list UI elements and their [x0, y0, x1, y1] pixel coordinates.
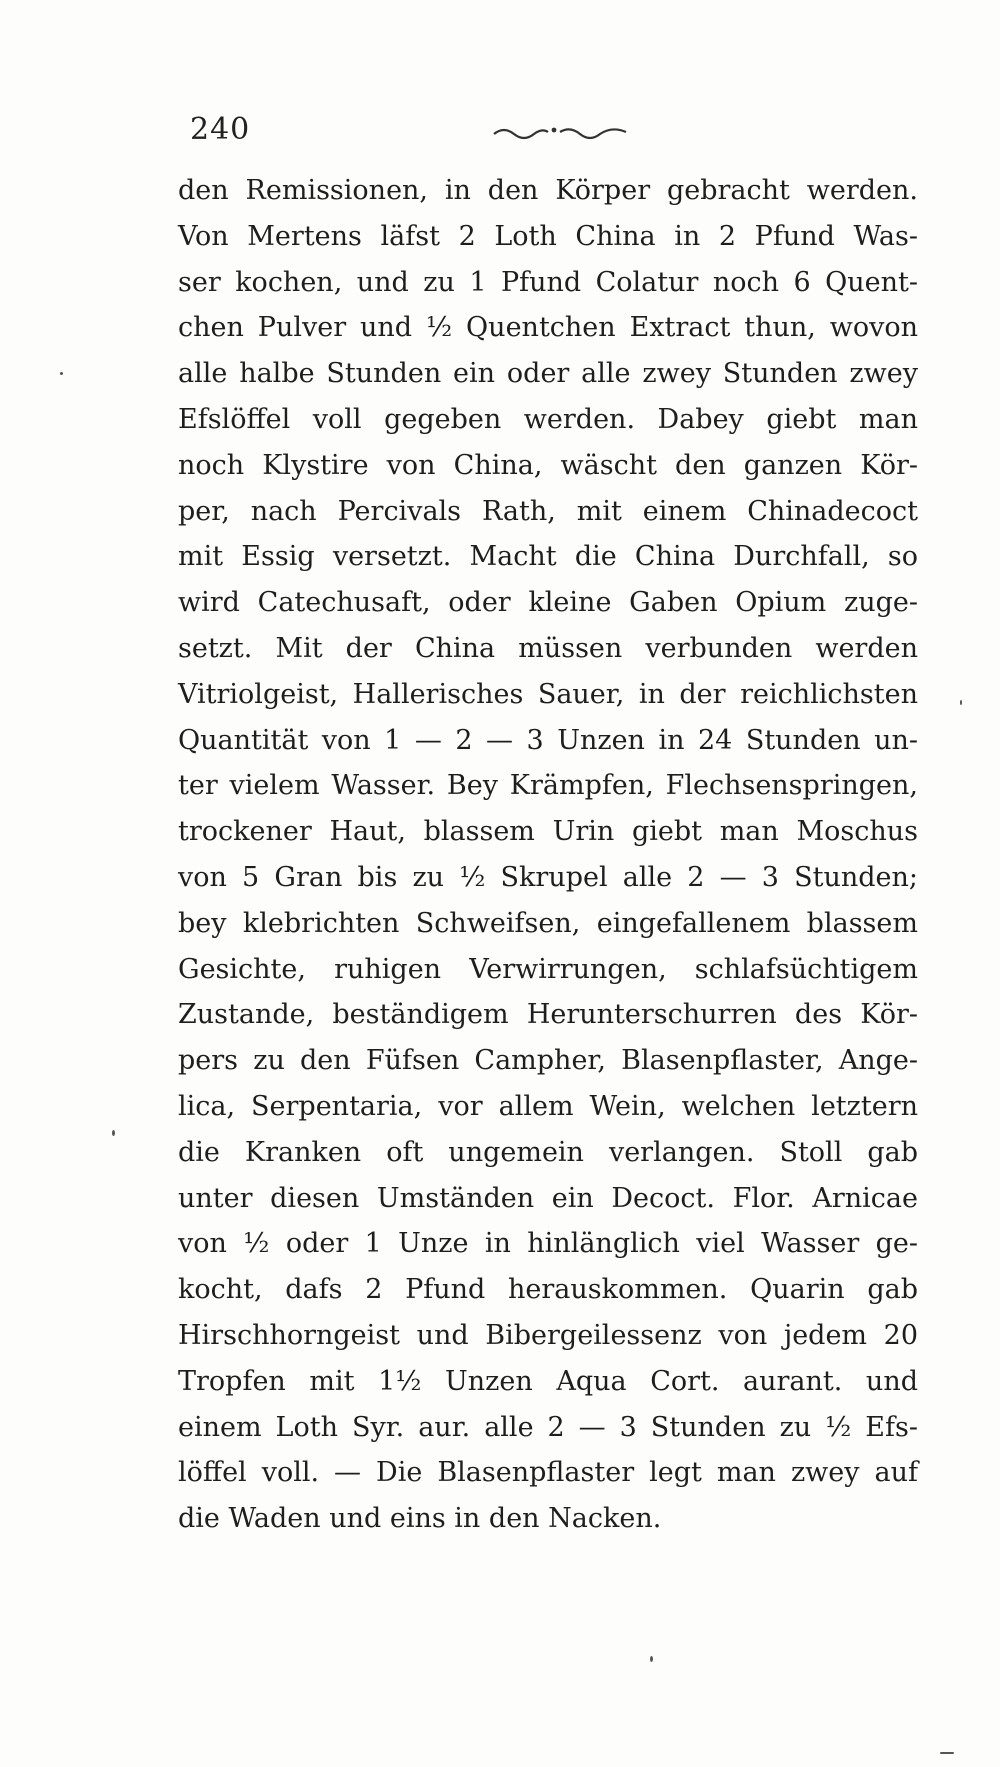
text-line: chen Pulver und ½ Quentchen Extract thun, wovon [178, 312, 918, 344]
ink-speck [940, 1752, 954, 1754]
text-line: die Waden und eins in den Nacken. [178, 1503, 662, 1535]
text-line: setzt. Mit der China müssen verbunden werden [178, 632, 918, 664]
text-line: ter vielem Wasser. Bey Krämpfen, Flechsenspringen, [178, 770, 918, 802]
page-header [190, 112, 810, 152]
text-line: Tropfen mit 1½ Unzen Aqua Cort. aurant. und [178, 1365, 918, 1397]
ink-speck [60, 372, 63, 375]
text-line: löffel voll. — Die Blasenpflaster legt man zwey auf [178, 1457, 918, 1489]
text-line: den Remissionen, in den Körper gebracht werden. [178, 175, 918, 206]
text-line: kocht, dafs 2 Pfund herauskommen. Quarin gab [178, 1274, 918, 1306]
text-line: Quantität von 1 — 2 — 3 Unzen in 24 Stunden un- [178, 724, 918, 756]
text-line: Vitriolgeist, Hallerisches Sauer, in der reichlichsten [178, 678, 918, 710]
text-line: ser kochen, und zu 1 Pfund Colatur noch 6 Quent- [178, 266, 918, 298]
text-line: von ½ oder 1 Unze in hinlänglich viel Wasser ge- [178, 1228, 918, 1260]
text-line: wird Catechusaft, oder kleine Gaben Opium zuge- [178, 587, 918, 619]
text-line: Von Mertens läfst 2 Loth China in 2 Pfund Was- [178, 220, 918, 252]
text-line: von 5 Gran bis zu ½ Skrupel alle 2 — 3 Stunden; [178, 861, 918, 893]
text-line: Hirschhorngeist und Bibergeilessenz von jedem 20 [178, 1319, 918, 1351]
page-number: 240 [190, 112, 251, 147]
text-line: mit Essig versetzt. Macht die China Durchfall, so [178, 541, 918, 573]
text-line: alle halbe Stunden ein oder alle zwey Stunden zwey [178, 358, 918, 390]
ornament-rule-icon [490, 120, 630, 144]
text-line: einem Loth Syr. aur. alle 2 — 3 Stunden zu ½ Efs- [178, 1411, 918, 1443]
text-line: noch Klystire von China, wäscht den ganzen Kör- [178, 449, 918, 481]
text-line: Gesichte, ruhigen Verwirrungen, schlafsüchtigem [178, 953, 918, 985]
text-line: bey klebrichten Schweifsen, eingefallenem blassem [178, 907, 918, 939]
text-line: trockener Haut, blassem Urin giebt man Moschus [178, 816, 918, 848]
text-line: unter diesen Umständen ein Decoct. Flor. Arnicae [178, 1182, 918, 1214]
text-line: lica, Serpentaria, vor allem Wein, welchen letztern [178, 1090, 918, 1122]
text-line: Efslöffel voll gegeben werden. Dabey giebt man [178, 403, 918, 435]
text-line: pers zu den Füfsen Campher, Blasenpflaster, Ange- [178, 1045, 918, 1077]
ink-speck [650, 1656, 653, 1662]
ink-speck [112, 1130, 115, 1136]
text-line: Zustande, beständigem Herunterschurren des Kör- [178, 999, 918, 1031]
body-text [178, 168, 938, 1542]
text-line: per, nach Percivals Rath, mit einem Chinadecoct [178, 495, 918, 527]
ink-speck [960, 700, 962, 705]
text-line: die Kranken oft ungemein verlangen. Stoll gab [178, 1136, 918, 1168]
